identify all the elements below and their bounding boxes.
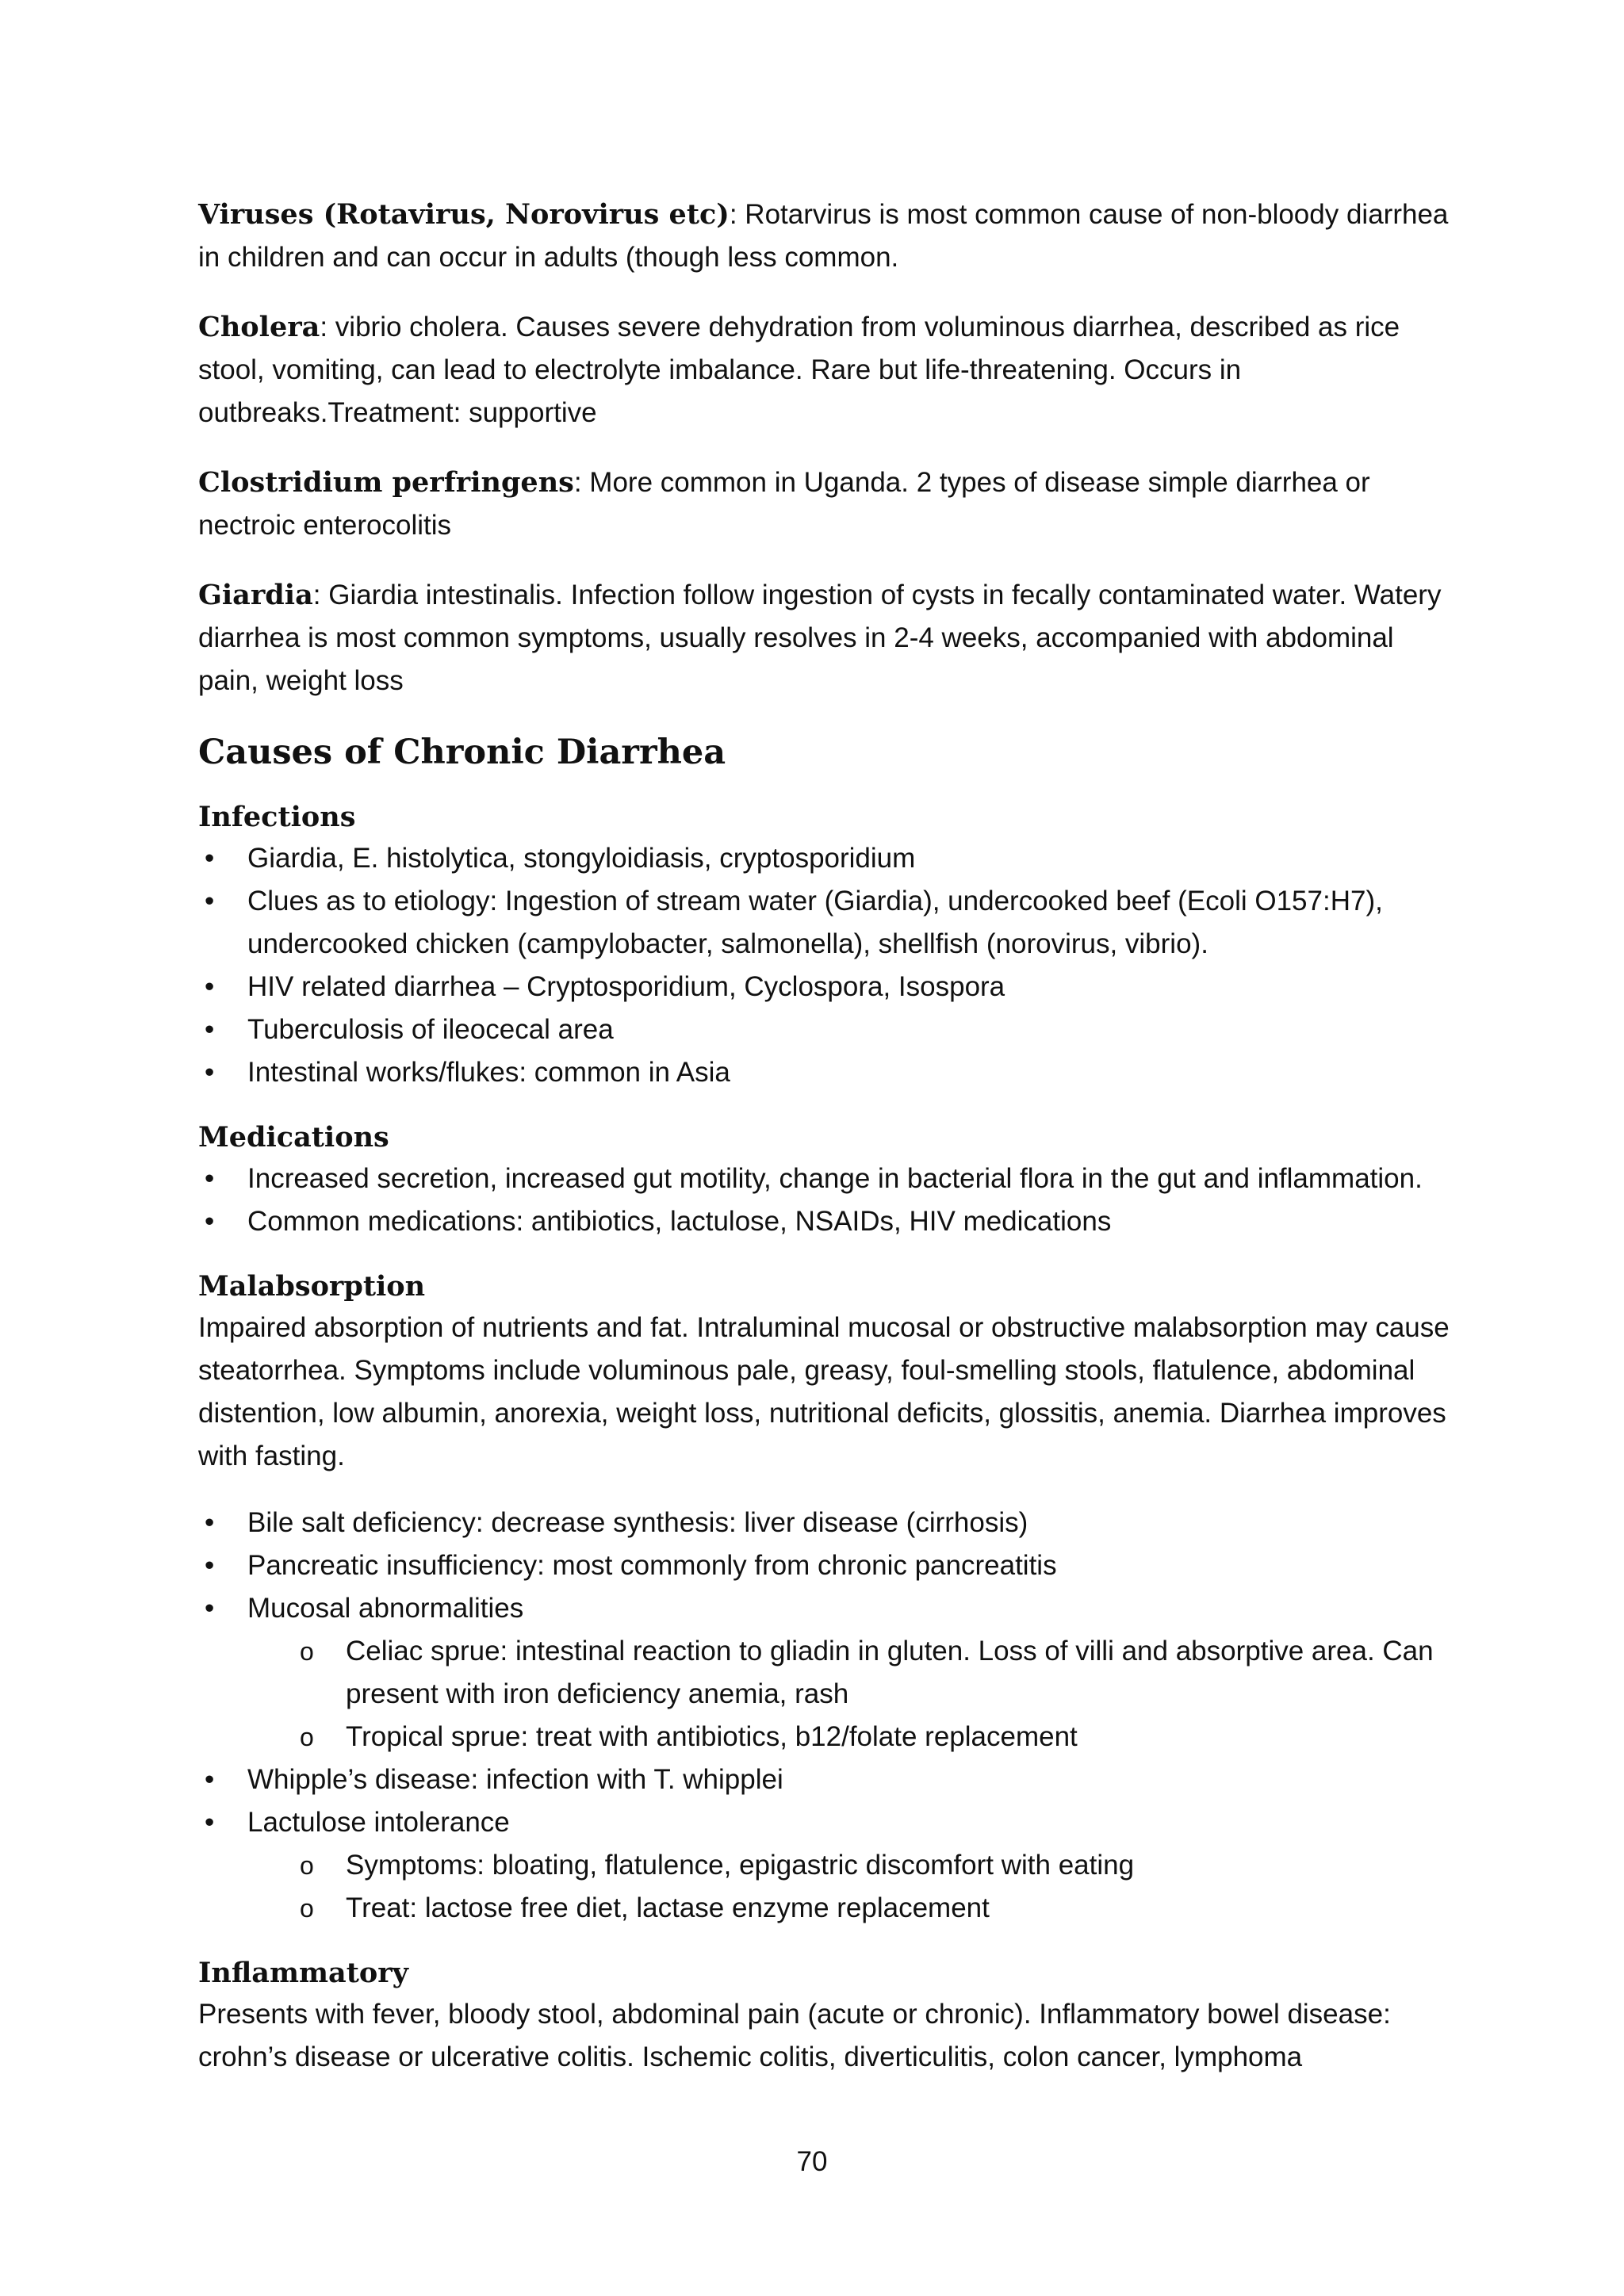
sub-list-item: o Symptoms: bloating, flatulence, epigastric discomfort with eating (198, 1844, 1451, 1887)
list-item: • Bile salt deficiency: decrease synthesis: liver disease (cirrhosis) (198, 1502, 1451, 1544)
list-item: • HIV related diarrhea – Cryptosporidium, Cyclospora, Isospora (198, 966, 1451, 1008)
malabsorption-heading: Malabsorption (198, 1270, 426, 1303)
infections-section (198, 798, 1451, 1094)
viruses-paragraph (198, 193, 1451, 279)
cholera-paragraph (198, 306, 1451, 434)
medications-heading: Medications (198, 1121, 389, 1154)
medications-list (198, 1158, 1451, 1243)
cholera-term: Cholera (198, 311, 320, 343)
giardia-text: : Giardia intestinalis. Infection follow ingestion of cysts in fecally contaminated water. Watery diarrhea is most common symptoms, usually resolves in 2-4 weeks, accompanied with abdominal pain, weight loss (198, 580, 1442, 696)
section-title: Causes of Chronic Diarrhea (198, 733, 726, 772)
giardia-term: Giardia (198, 579, 313, 611)
list-item: • Lactulose intolerance (198, 1801, 1451, 1844)
viruses-term: Viruses (Rotavirus, Norovirus etc) (198, 198, 730, 231)
list-item: • Giardia, E. histolytica, stongyloidiasis, cryptosporidium (198, 837, 1451, 880)
cholera-text: : vibrio cholera. Causes severe dehydration from voluminous diarrhea, described as rice stool, vomiting, can lead to electrolyte imbalance. Rare but life-threatening. Occurs in outbreaks.Treatment: supportive (198, 312, 1400, 428)
list-item: • Mucosal abnormalities (198, 1587, 1451, 1630)
malabsorption-list (198, 1502, 1451, 1930)
clostridium-paragraph (198, 461, 1451, 547)
clostridium-term: Clostridium perfringens (198, 466, 574, 499)
giardia-paragraph (198, 574, 1451, 702)
inflammatory-text: Presents with fever, bloody stool, abdominal pain (acute or chronic). Inflammatory bowel disease: crohn’s disease or ulcerative colitis. Ischemic colitis, diverticulitis, colon cancer, lymphoma (198, 1999, 1391, 2072)
list-item: • Intestinal works/flukes: common in Asia (198, 1051, 1451, 1094)
page-number: 70 (796, 2146, 828, 2177)
list-item: • Pancreatic insufficiency: most commonly from chronic pancreatitis (198, 1544, 1451, 1587)
document-body (198, 193, 1451, 2079)
list-item: • Common medications: antibiotics, lactulose, NSAIDs, HIV medications (198, 1200, 1451, 1243)
sub-list-item: o Treat: lactose free diet, lactase enzyme replacement (198, 1887, 1451, 1930)
inflammatory-section (198, 1954, 1451, 2079)
list-item: • Increased secretion, increased gut motility, change in bacterial flora in the gut and inflammation. (198, 1158, 1451, 1200)
medications-section (198, 1118, 1451, 1243)
list-item: • Tuberculosis of ileocecal area (198, 1008, 1451, 1051)
clostridium-text: : More common in Uganda. 2 types of disease simple diarrhea or nectroic enterocolitis (198, 467, 1370, 541)
inflammatory-heading: Inflammatory (198, 1957, 408, 1989)
list-item: • Clues as to etiology: Ingestion of stream water (Giardia), undercooked beef (Ecoli O157:H7), undercooked chicken (campylobacter, salmonella), shellfish (norovirus, vibrio). (198, 880, 1451, 966)
viruses-text: : Rotarvirus is most common cause of non-bloody diarrhea in children and can occur in adults (though less common. (198, 199, 1449, 273)
infections-heading: Infections (198, 801, 356, 833)
infections-list (198, 837, 1451, 1094)
sub-list-item: o Tropical sprue: treat with antibiotics, b12/folate replacement (198, 1716, 1451, 1758)
sub-list-item: o Celiac sprue: intestinal reaction to gliadin in gluten. Loss of villi and absorptive area. Can present with iron deficiency anemia, rash (198, 1630, 1451, 1716)
list-item: • Whipple’s disease: infection with T. whipplei (198, 1758, 1451, 1801)
malabsorption-section (198, 1267, 1451, 1930)
malabsorption-text: Impaired absorption of nutrients and fat. Intraluminal mucosal or obstructive malabsorption may cause steatorrhea. Symptoms include voluminous pale, greasy, foul-smelling stools, flatulence, abdominal distention, low albumin, anorexia, weight loss, nutritional deficits, glossitis, anemia. Diarrhea improves with fasting. (198, 1312, 1450, 1471)
